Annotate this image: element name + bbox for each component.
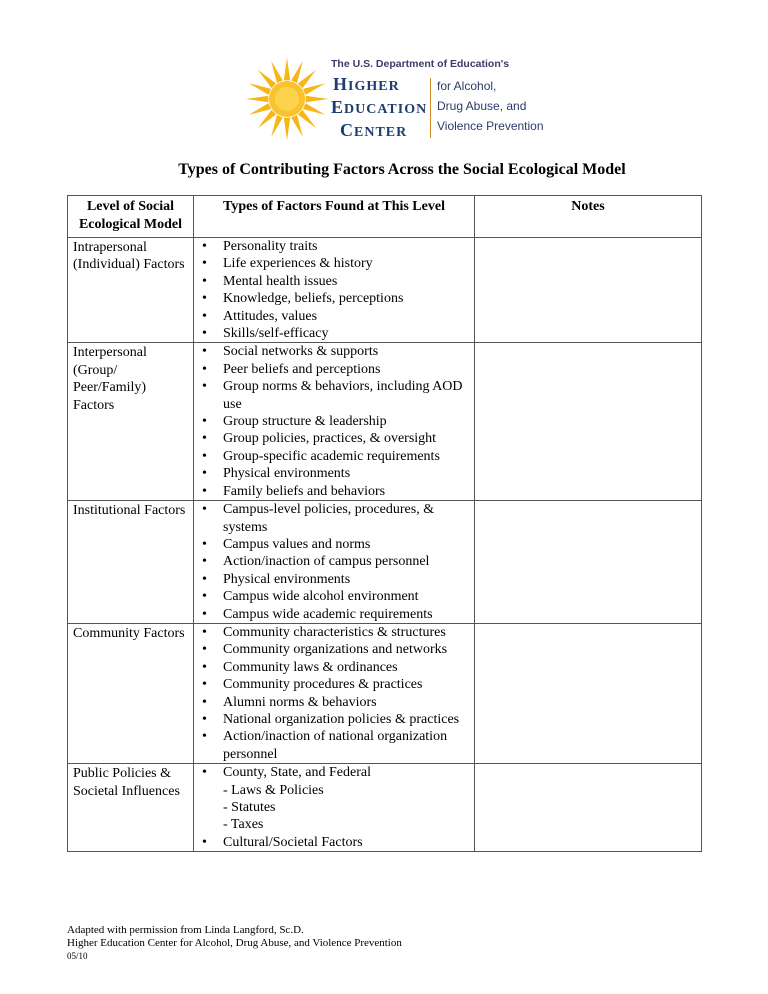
logo-word-education xyxy=(331,97,427,120)
notes-cell xyxy=(475,343,702,501)
factor-item: • National organization policies & practices xyxy=(194,711,474,728)
factor-item: • Group norms & behaviors, including AOD use xyxy=(194,378,474,413)
notes-cell xyxy=(475,501,702,624)
logo-tagline xyxy=(437,76,544,136)
factor-item: • Skills/self-efficacy xyxy=(194,325,474,342)
factor-item: • Life experiences & history xyxy=(194,255,474,272)
sub-factor-item xyxy=(194,799,474,816)
factor-item: • County, State, and Federal xyxy=(194,764,474,781)
logo-divider xyxy=(430,78,431,138)
sun-ray xyxy=(249,83,271,95)
logo-top-line: The U.S. Department of Education's xyxy=(331,58,510,70)
logo-tagline-line: Violence Prevention xyxy=(437,119,544,133)
factor-item: • Personality traits xyxy=(194,238,474,255)
factor-list xyxy=(194,501,474,623)
sun-ray xyxy=(306,96,329,102)
sun-ray xyxy=(303,103,325,115)
factor-item: • Campus-level policies, procedures, & systems xyxy=(194,501,474,536)
sun-ray xyxy=(246,96,269,102)
table-header-row xyxy=(68,196,702,238)
logo-cap: H xyxy=(333,74,349,94)
logo-tagline-line: Drug Abuse, and xyxy=(437,99,527,113)
logo-word-center xyxy=(331,120,427,143)
factors-cell xyxy=(194,623,475,763)
factor-item: • Group policies, practices, & oversight xyxy=(194,430,474,447)
factor-item: • Community characteristics & structures xyxy=(194,624,474,641)
footer-organization: Higher Education Center for Alcohol, Drug Abuse, and Violence Prevention xyxy=(67,937,402,949)
factors-table xyxy=(67,195,702,852)
sun-ray xyxy=(258,110,276,128)
sun-ray xyxy=(298,70,316,88)
table-row xyxy=(68,238,702,343)
level-cell: Institutional Factors xyxy=(68,501,194,624)
factor-item: • Community organizations and networks xyxy=(194,641,474,658)
factors-cell xyxy=(194,238,475,343)
sun-ray xyxy=(284,58,290,81)
sub-factor-text: Statutes xyxy=(231,800,276,815)
footer-date: 05/10 xyxy=(67,951,88,961)
sub-factor-dash: - xyxy=(223,817,231,833)
sub-factor-dash: - xyxy=(223,782,232,798)
factor-item: • Campus values and norms xyxy=(194,536,474,553)
column-header-level: Level of Social Ecological Model xyxy=(68,196,194,238)
table-row xyxy=(68,343,702,501)
table-row xyxy=(68,501,702,624)
footer xyxy=(67,924,402,963)
factors-cell xyxy=(194,764,475,852)
factor-item: • Physical environments xyxy=(194,571,474,588)
logo-rest: DUCATION xyxy=(344,102,428,117)
sun-ray xyxy=(271,61,283,83)
logo-wordmark xyxy=(331,74,427,143)
factor-item: • Physical environments xyxy=(194,465,474,482)
factor-item: • Community laws & ordinances xyxy=(194,659,474,676)
hec-logo xyxy=(244,56,574,142)
factor-item: • Action/inaction of campus personnel xyxy=(194,553,474,570)
sub-factor-item xyxy=(194,782,474,799)
factor-item: • Attitudes, values xyxy=(194,308,474,325)
factor-item: • Social networks & supports xyxy=(194,343,474,360)
table-row xyxy=(68,764,702,852)
table-row xyxy=(68,623,702,763)
sun-ray xyxy=(249,103,271,115)
sub-factor-text: Laws & Policies xyxy=(231,782,324,798)
column-header-factors: Types of Factors Found at This Level xyxy=(194,196,475,238)
logo-rest: IGHER xyxy=(348,79,400,94)
factor-item: • Knowledge, beliefs, perceptions xyxy=(194,290,474,307)
document-title: Types of Contributing Factors Across the Social Ecological Model xyxy=(178,161,626,178)
sun-ray xyxy=(298,110,316,128)
logo-tagline-line: for Alcohol, xyxy=(437,79,497,93)
logo-rest: ENTER xyxy=(354,125,408,140)
factor-item: • Action/inaction of national organization personnel xyxy=(194,728,474,763)
column-header-notes: Notes xyxy=(475,196,702,238)
sun-ray xyxy=(258,70,276,88)
factor-item: • Cultural/Societal Factors xyxy=(194,834,474,851)
factor-item: • Campus wide alcohol environment xyxy=(194,588,474,605)
sub-factor-item xyxy=(194,816,474,833)
sun-ray xyxy=(291,61,303,83)
sub-factor-dash: - xyxy=(223,800,232,815)
sun-ray xyxy=(271,115,283,137)
factor-list xyxy=(194,624,474,763)
sun-ray xyxy=(303,83,325,95)
notes-cell xyxy=(475,764,702,852)
level-cell: Intrapersonal (Individual) Factors xyxy=(68,238,194,343)
sun-ray xyxy=(291,115,303,137)
factor-list xyxy=(194,764,474,851)
sun-ray xyxy=(284,118,290,141)
sun-icon xyxy=(244,56,330,142)
notes-cell xyxy=(475,623,702,763)
factor-item: • Mental health issues xyxy=(194,273,474,290)
level-cell: Community Factors xyxy=(68,623,194,763)
factor-item: • Group-specific academic requirements xyxy=(194,448,474,465)
factor-list xyxy=(194,238,474,342)
factor-list xyxy=(194,343,474,500)
factor-item: • Alumni norms & behaviors xyxy=(194,694,474,711)
logo-word-higher xyxy=(331,74,427,97)
factor-item: • Peer beliefs and perceptions xyxy=(194,361,474,378)
level-cell: Interpersonal (Group/ Peer/Family) Factors xyxy=(68,343,194,501)
factor-item: • Campus wide academic requirements xyxy=(194,606,474,623)
level-cell: Public Policies & Societal Influences xyxy=(68,764,194,852)
factors-cell xyxy=(194,343,475,501)
footer-attribution: Adapted with permission from Linda Langford, Sc.D. xyxy=(67,924,304,936)
factor-item: • Community procedures & practices xyxy=(194,676,474,693)
factors-cell xyxy=(194,501,475,624)
factor-item: • Family beliefs and behaviors xyxy=(194,483,474,500)
logo-cap: E xyxy=(331,97,345,117)
factor-item: • Group structure & leadership xyxy=(194,413,474,430)
logo-cap: C xyxy=(340,120,354,140)
sub-factor-text: Taxes xyxy=(230,817,264,833)
notes-cell xyxy=(475,238,702,343)
table-body xyxy=(68,238,702,852)
